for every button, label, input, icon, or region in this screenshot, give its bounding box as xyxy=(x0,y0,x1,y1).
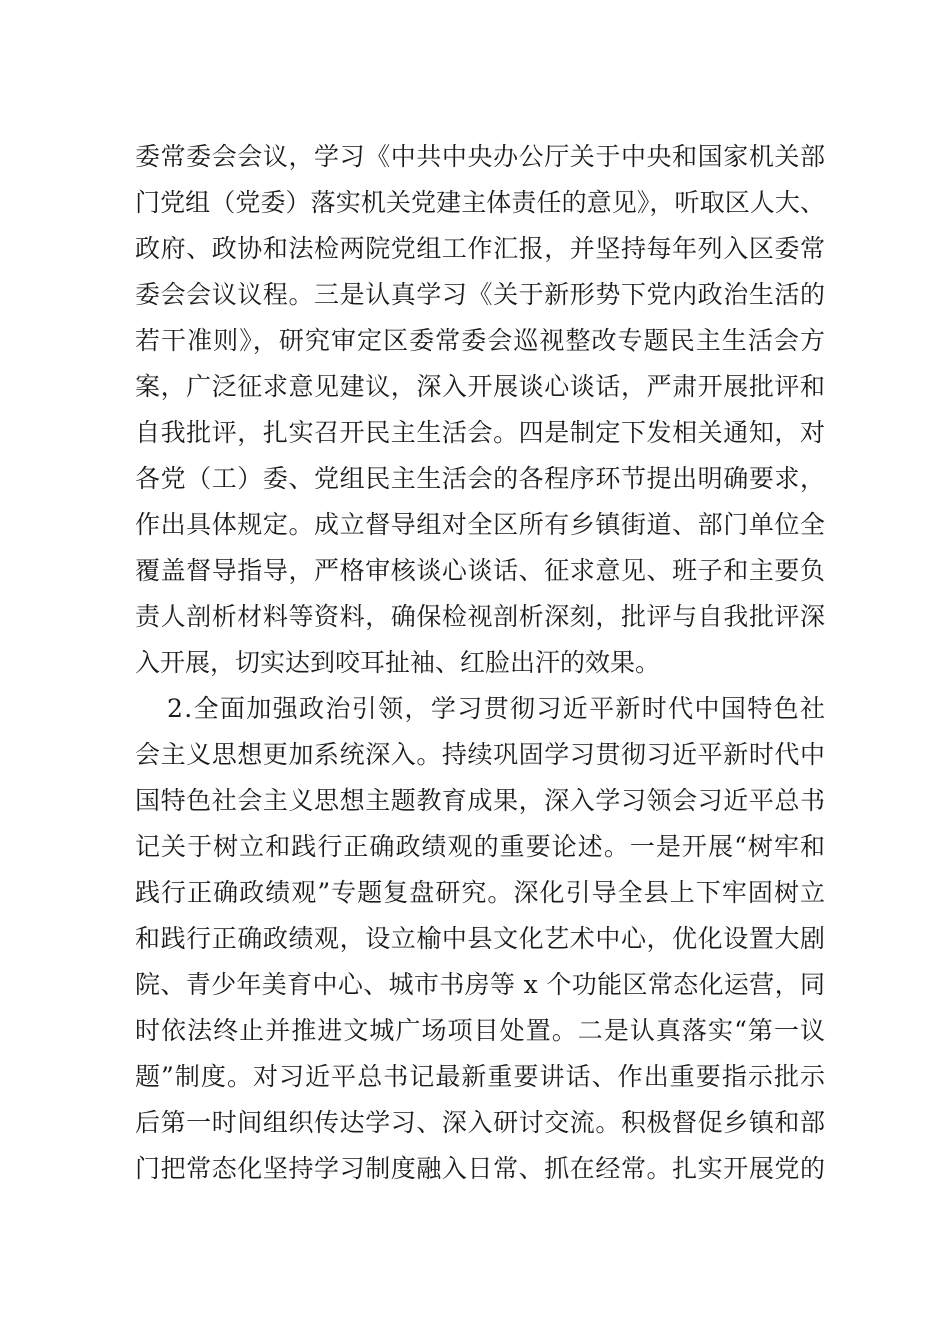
text-line: 入开展，切实达到咬耳扯袖、红脸出汗的效果。 xyxy=(135,648,661,677)
text-line: 践行正确政绩观”专题复盘研究。深化引导全县上下牢固树立 xyxy=(135,878,827,907)
text-line: 会主义思想更加系统深入。持续巩固学习贯彻习近平新时代中 xyxy=(135,740,826,769)
text-line: 国特色社会主义思想主题教育成果，深入学习领会习近平总书 xyxy=(135,786,826,815)
text-line: 记关于树立和践行正确政绩观的重要论述。一是开展“树牢和 xyxy=(135,832,827,861)
body-text xyxy=(135,134,825,1192)
text-line: 题”制度。对习近平总书记最新重要讲话、作出重要指示批示 xyxy=(135,1062,827,1091)
text-line: 时依法终止并推进文城广场项目处置。二是认真落实“第一议 xyxy=(135,1016,827,1045)
text-line: 门党组（党委）落实机关党建主体责任的意见》，听取区人大、 xyxy=(135,188,826,217)
text-line: 委会会议议程。三是认真学习《关于新形势下党内政治生活的 xyxy=(135,280,826,309)
text-line: 案，广泛征求意见建议，深入开展谈心谈话，严肃开展批评和 xyxy=(135,372,826,401)
text-line: 和践行正确政绩观，设立榆中县文化艺术中心，优化设置大剧 xyxy=(135,924,826,953)
text-line: 门把常态化坚持学习制度融入日常、抓在经常。扎实开展党的 xyxy=(135,1154,826,1183)
text-line: 政府、政协和法检两院党组工作汇报，并坚持每年列入区委常 xyxy=(135,234,826,263)
text-line: 作出具体规定。成立督导组对全区所有乡镇街道、部门单位全 xyxy=(135,510,826,539)
text-line: 委常委会会议，学习《中共中央办公厅关于中央和国家机关部 xyxy=(135,142,826,171)
text-line: 2.全面加强政治引领，学习贯彻习近平新时代中国特色社 xyxy=(167,694,827,723)
text-line: 各党（工）委、党组民主生活会的各程序环节提出明确要求， xyxy=(135,464,826,493)
text-line: 自我批评，扎实召开民主生活会。四是制定下发相关通知，对 xyxy=(135,418,826,447)
text-line: 若干准则》，研究审定区委常委会巡视整改专题民主生活会方 xyxy=(135,326,827,355)
text-line: 覆盖督导指导，严格审核谈心谈话、征求意见、班子和主要负 xyxy=(135,556,826,585)
text-line: 院、青少年美育中心、城市书房等 x 个功能区常态化运营，同 xyxy=(135,970,826,999)
text-line: 后第一时间组织传达学习、深入研讨交流。积极督促乡镇和部 xyxy=(135,1108,826,1137)
text-line: 责人剖析材料等资料，确保检视剖析深刻，批评与自我批评深 xyxy=(135,602,826,631)
